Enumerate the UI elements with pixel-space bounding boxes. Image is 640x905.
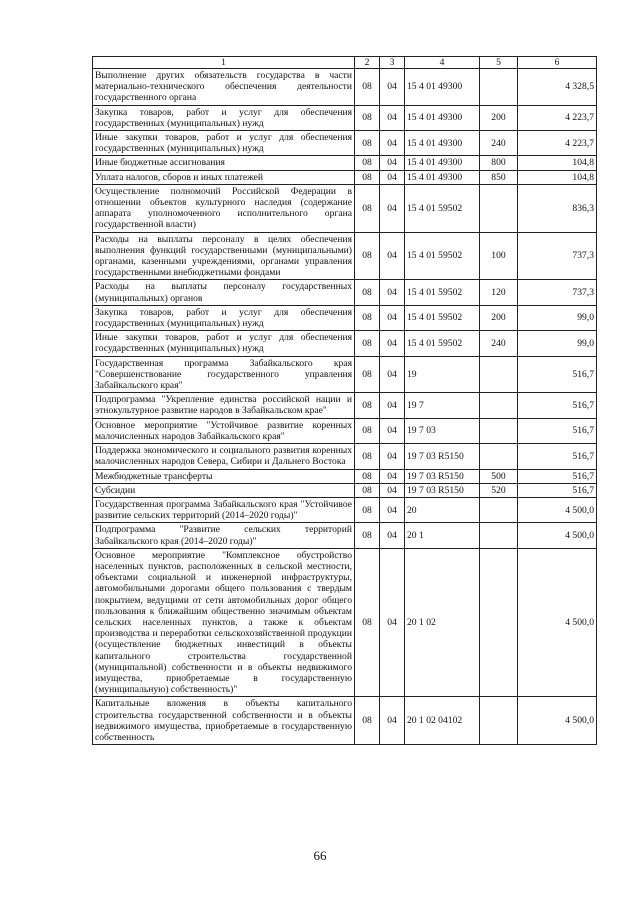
subsection-code-cell: 04 xyxy=(380,305,405,330)
header-col-6: 6 xyxy=(518,57,597,69)
section-code-cell: 08 xyxy=(355,131,380,156)
expense-type-cell: 120 xyxy=(480,280,518,305)
subsection-code-cell: 04 xyxy=(380,356,405,393)
amount-cell: 4 223,7 xyxy=(518,105,597,130)
expense-type-cell: 520 xyxy=(480,483,518,497)
section-code-cell: 08 xyxy=(355,170,380,184)
target-article-cell: 19 xyxy=(405,356,480,393)
amount-cell: 516,7 xyxy=(518,483,597,497)
subsection-code-cell: 04 xyxy=(380,393,405,418)
expense-type-cell xyxy=(480,697,518,745)
amount-cell: 4 500,0 xyxy=(518,548,597,697)
row-name-cell: Капитальные вложения в объекты капитального строительства государственной собственности и в объекты недвижимого имущества, приобретаемые в государственную собственность xyxy=(93,697,355,745)
table-row xyxy=(93,280,597,305)
subsection-code-cell: 04 xyxy=(380,69,405,106)
target-article-cell: 20 xyxy=(405,497,480,522)
subsection-code-cell: 04 xyxy=(380,497,405,522)
table-row xyxy=(93,697,597,745)
amount-cell: 4 500,0 xyxy=(518,497,597,522)
amount-cell: 516,7 xyxy=(518,356,597,393)
row-name-cell: Государственная программа Забайкальского края "Совершенствование государственного управления Забайкальского края" xyxy=(93,356,355,393)
row-name-cell: Иные бюджетные ассигнования xyxy=(93,156,355,170)
subsection-code-cell: 04 xyxy=(380,469,405,483)
target-article-cell: 19 7 03 R5150 xyxy=(405,444,480,469)
row-name-cell: Государственная программа Забайкальского края "Устойчивое развитие сельских территорий (2014–2020 годы)" xyxy=(93,497,355,522)
target-article-cell: 19 7 03 xyxy=(405,418,480,443)
section-code-cell: 08 xyxy=(355,184,380,232)
table-row xyxy=(93,131,597,156)
section-code-cell: 08 xyxy=(355,280,380,305)
subsection-code-cell: 04 xyxy=(380,697,405,745)
expense-type-cell: 240 xyxy=(480,131,518,156)
header-col-1: 1 xyxy=(93,57,355,69)
expense-type-cell xyxy=(480,418,518,443)
target-article-cell: 15 4 01 49300 xyxy=(405,105,480,130)
subsection-code-cell: 04 xyxy=(380,418,405,443)
subsection-code-cell: 04 xyxy=(380,232,405,280)
header-col-3: 3 xyxy=(380,57,405,69)
expense-type-cell xyxy=(480,444,518,469)
amount-cell: 737,3 xyxy=(518,280,597,305)
row-name-cell: Субсидии xyxy=(93,483,355,497)
header-col-2: 2 xyxy=(355,57,380,69)
target-article-cell: 15 4 01 59502 xyxy=(405,280,480,305)
expense-type-cell xyxy=(480,356,518,393)
header-col-4: 4 xyxy=(405,57,480,69)
section-code-cell: 08 xyxy=(355,548,380,697)
expense-type-cell xyxy=(480,69,518,106)
amount-cell: 516,7 xyxy=(518,418,597,443)
expense-type-cell xyxy=(480,184,518,232)
expense-type-cell: 100 xyxy=(480,232,518,280)
expense-type-cell: 800 xyxy=(480,156,518,170)
budget-table xyxy=(92,56,597,745)
target-article-cell: 15 4 01 59502 xyxy=(405,331,480,356)
expense-type-cell: 200 xyxy=(480,105,518,130)
amount-cell: 99,0 xyxy=(518,305,597,330)
section-code-cell: 08 xyxy=(355,305,380,330)
section-code-cell: 08 xyxy=(355,497,380,522)
target-article-cell: 15 4 01 49300 xyxy=(405,131,480,156)
table-row xyxy=(93,156,597,170)
row-name-cell: Закупка товаров, работ и услуг для обеспечения государственных (муниципальных) нужд xyxy=(93,105,355,130)
amount-cell: 4 328,5 xyxy=(518,69,597,106)
target-article-cell: 15 4 01 59502 xyxy=(405,305,480,330)
row-name-cell: Межбюджетные трансферты xyxy=(93,469,355,483)
expense-type-cell: 240 xyxy=(480,331,518,356)
row-name-cell: Закупка товаров, работ и услуг для обеспечения государственных (муниципальных) нужд xyxy=(93,305,355,330)
target-article-cell: 20 1 xyxy=(405,523,480,548)
header-row xyxy=(93,57,597,69)
row-name-cell: Расходы на выплаты персоналу государственных (муниципальных) органов xyxy=(93,280,355,305)
amount-cell: 4 223,7 xyxy=(518,131,597,156)
amount-cell: 104,8 xyxy=(518,156,597,170)
amount-cell: 737,3 xyxy=(518,232,597,280)
target-article-cell: 15 4 01 49300 xyxy=(405,156,480,170)
expense-type-cell xyxy=(480,393,518,418)
amount-cell: 516,7 xyxy=(518,393,597,418)
target-article-cell: 20 1 02 04102 xyxy=(405,697,480,745)
subsection-code-cell: 04 xyxy=(380,523,405,548)
expense-type-cell: 200 xyxy=(480,305,518,330)
row-name-cell: Уплата налогов, сборов и иных платежей xyxy=(93,170,355,184)
target-article-cell: 19 7 03 R5150 xyxy=(405,483,480,497)
table-row xyxy=(93,305,597,330)
table-row xyxy=(93,331,597,356)
target-article-cell: 20 1 02 xyxy=(405,548,480,697)
table-row xyxy=(93,469,597,483)
amount-cell: 4 500,0 xyxy=(518,523,597,548)
section-code-cell: 08 xyxy=(355,393,380,418)
table-row xyxy=(93,497,597,522)
target-article-cell: 19 7 xyxy=(405,393,480,418)
amount-cell: 836,3 xyxy=(518,184,597,232)
expense-type-cell: 850 xyxy=(480,170,518,184)
subsection-code-cell: 04 xyxy=(380,105,405,130)
section-code-cell: 08 xyxy=(355,356,380,393)
expense-type-cell xyxy=(480,497,518,522)
subsection-code-cell: 04 xyxy=(380,331,405,356)
subsection-code-cell: 04 xyxy=(380,280,405,305)
table-row xyxy=(93,523,597,548)
subsection-code-cell: 04 xyxy=(380,483,405,497)
table-row xyxy=(93,184,597,232)
table-row xyxy=(93,483,597,497)
subsection-code-cell: 04 xyxy=(380,170,405,184)
section-code-cell: 08 xyxy=(355,418,380,443)
section-code-cell: 08 xyxy=(355,232,380,280)
subsection-code-cell: 04 xyxy=(380,548,405,697)
section-code-cell: 08 xyxy=(355,69,380,106)
page-number: 66 xyxy=(313,848,327,863)
row-name-cell: Иные закупки товаров, работ и услуг для обеспечения государственных (муниципальных) нужд xyxy=(93,331,355,356)
header-col-5: 5 xyxy=(480,57,518,69)
section-code-cell: 08 xyxy=(355,444,380,469)
amount-cell: 99,0 xyxy=(518,331,597,356)
section-code-cell: 08 xyxy=(355,105,380,130)
table-row xyxy=(93,548,597,697)
row-name-cell: Осуществление полномочий Российской Федерации в отношении объектов культурного наследия (содержание аппарата уполномоченного исполнительного органа государственной власти) xyxy=(93,184,355,232)
table-row xyxy=(93,393,597,418)
table-row xyxy=(93,69,597,106)
target-article-cell: 15 4 01 49300 xyxy=(405,69,480,106)
expense-type-cell xyxy=(480,523,518,548)
row-name-cell: Иные закупки товаров, работ и услуг для обеспечения государственных (муниципальных) нужд xyxy=(93,131,355,156)
row-name-cell: Подпрограмма "Укрепление единства российской нации и этнокультурное развитие народов в Забайкальском крае" xyxy=(93,393,355,418)
row-name-cell: Основное мероприятие "Комплексное обустройство населенных пунктов, расположенных в сельской местности, объектами социальной и инженерной инфраструктуры, автомобильными дорогами общего пользования с твердым покрытием, ведущими от сети автомобильных дорог общего пользования к ближайшим общественно значимым объектам сельских населенных пунктов, а также к объектам производства и переработки сельскохозяйственной продукции (осуществление бюджетных инвестиций в объекты капитального строительства государственной (муниципальной) собственности и в объекты недвижимого имущества, приобретаемые в государственную (муниципальную) собственность)" xyxy=(93,548,355,697)
section-code-cell: 08 xyxy=(355,156,380,170)
table-row xyxy=(93,170,597,184)
section-code-cell: 08 xyxy=(355,469,380,483)
subsection-code-cell: 04 xyxy=(380,131,405,156)
subsection-code-cell: 04 xyxy=(380,184,405,232)
table-row xyxy=(93,232,597,280)
amount-cell: 4 500,0 xyxy=(518,697,597,745)
target-article-cell: 15 4 01 59502 xyxy=(405,232,480,280)
table-row xyxy=(93,356,597,393)
row-name-cell: Расходы на выплаты персоналу в целях обеспечения выполнения функций государственными (муниципальными) органами, казенными учреждениями, органами управления государственными внебюджетными фондами xyxy=(93,232,355,280)
amount-cell: 516,7 xyxy=(518,444,597,469)
amount-cell: 104,8 xyxy=(518,170,597,184)
section-code-cell: 08 xyxy=(355,331,380,356)
expense-type-cell xyxy=(480,548,518,697)
section-code-cell: 08 xyxy=(355,483,380,497)
row-name-cell: Подпрограмма "Развитие сельских территорий Забайкальского края (2014–2020 годы)" xyxy=(93,523,355,548)
target-article-cell: 19 7 03 R5150 xyxy=(405,469,480,483)
subsection-code-cell: 04 xyxy=(380,156,405,170)
row-name-cell: Выполнение других обязательств государства в части материально-технического обеспечения деятельности государственного органа xyxy=(93,69,355,106)
row-name-cell: Поддержка экономического и социального развития коренных малочисленных народов Севера, Сибири и Дальнего Востока xyxy=(93,444,355,469)
table-row xyxy=(93,418,597,443)
target-article-cell: 15 4 01 49300 xyxy=(405,170,480,184)
amount-cell: 516,7 xyxy=(518,469,597,483)
table-row xyxy=(93,105,597,130)
table-row xyxy=(93,444,597,469)
target-article-cell: 15 4 01 59502 xyxy=(405,184,480,232)
expense-type-cell: 500 xyxy=(480,469,518,483)
subsection-code-cell: 04 xyxy=(380,444,405,469)
section-code-cell: 08 xyxy=(355,697,380,745)
row-name-cell: Основное мероприятие "Устойчивое развитие коренных малочисленных народов Забайкальского края" xyxy=(93,418,355,443)
section-code-cell: 08 xyxy=(355,523,380,548)
